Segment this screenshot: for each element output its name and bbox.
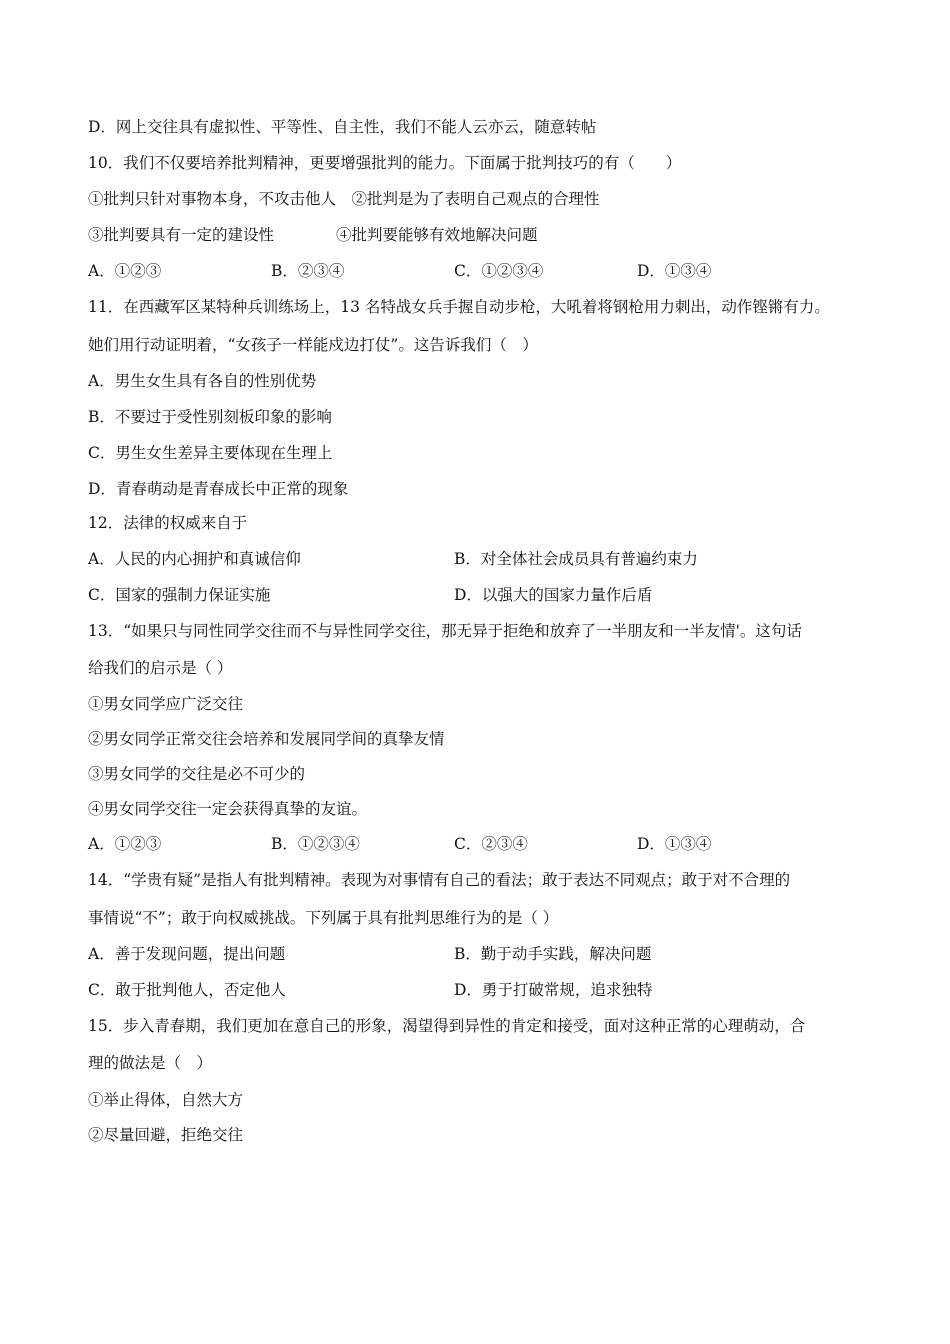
q11-option-d: D．青春萌动是青春成长中正常的现象: [88, 480, 349, 498]
q10-option-c: C．①②③④: [454, 262, 544, 280]
q15-stem-line-2: 理的做法是（ ）: [88, 1054, 213, 1072]
q12-option-b: B．对全体社会成员具有普遍约束力: [454, 550, 698, 568]
q12-option-c: C．国家的强制力保证实施: [88, 586, 271, 604]
q13-option-d: D．①③④: [637, 835, 712, 853]
q14-stem-line-1: 14．“学贵有疑”是指人有批判精神。表现为对事情有自己的看法；敢于表达不同观点；敢于对不合理的: [88, 871, 791, 889]
q13-option-b: B．①②③④: [271, 835, 360, 853]
q15-statement-1: ①举止得体，自然大方: [88, 1091, 244, 1109]
q13-statement-4: ④男女同学交往一定会获得真挚的友谊。: [88, 800, 368, 818]
q13-stem-line-1: 13．“如果只与同性同学交往而不与异性同学交往，那无异于拒绝和放弃了一半朋友和一半友情'。这句话: [88, 622, 802, 640]
q13-option-c: C．②③④: [454, 835, 528, 853]
q14-option-a: A．善于发现问题，提出问题: [88, 945, 286, 963]
q11-option-b: B．不要过于受性别刻板印象的影响: [88, 408, 332, 426]
q10-statement-3-4: ③批判要具有一定的建设性 ④批判要能够有效地解决问题: [88, 226, 538, 244]
q12-option-d: D．以强大的国家力量作后盾: [454, 586, 653, 604]
q15-statement-2: ②尽量回避，拒绝交往: [88, 1126, 244, 1144]
q15-stem-line-1: 15．步入青春期，我们更加在意自己的形象，渴望得到异性的肯定和接受，面对这种正常的心理萌动，合: [88, 1017, 806, 1035]
q12-option-a: A．人民的内心拥护和真诚信仰: [88, 550, 301, 568]
q13-option-a: A．①②③: [88, 835, 162, 853]
q11-option-c: C．男生女生差异主要体现在生理上: [88, 444, 333, 462]
q13-stem-line-2: 给我们的启示是（ ）: [88, 659, 233, 677]
q14-option-c: C．敢于批判他人，否定他人: [88, 981, 286, 999]
q13-statement-3: ③男女同学的交往是必不可少的: [88, 765, 306, 783]
q9-option-d: D．网上交往具有虚拟性、平等性、自主性，我们不能人云亦云，随意转帖: [88, 118, 597, 136]
q10-statement-1-2: ①批判只针对事物本身，不攻击他人 ②批判是为了表明自己观点的合理性: [88, 190, 600, 208]
q11-stem-line-1: 11．在西藏军区某特种兵训练场上，13 名特战女兵手握自动步枪，大吼着将钢枪用力刺出，动作铿锵有力。: [88, 298, 830, 316]
q13-statement-2: ②男女同学正常交往会培养和发展同学间的真挚友情: [88, 730, 445, 748]
q12-stem: 12．法律的权威来自于: [88, 514, 248, 532]
q14-option-d: D．勇于打破常规，追求独特: [454, 981, 653, 999]
q13-statement-1: ①男女同学应广泛交往: [88, 695, 244, 713]
q10-option-b: B．②③④: [271, 262, 345, 280]
q11-option-a: A．男生女生具有各自的性别优势: [88, 372, 317, 390]
q10-option-a: A．①②③: [88, 262, 162, 280]
q14-stem-line-2: 事情说“不”；敢于向权威挑战。下列属于具有批判思维行为的是（ ）: [88, 909, 559, 927]
q14-option-b: B．勤于动手实践，解决问题: [454, 945, 652, 963]
q11-stem-line-2: 她们用行动证明着，“女孩子一样能戍边打仗”。这告诉我们（ ）: [88, 336, 538, 354]
q10-option-d: D．①③④: [637, 262, 712, 280]
q10-stem: 10．我们不仅要培养批判精神，更要增强批判的能力。下面属于批判技巧的有（ ）: [88, 154, 682, 172]
